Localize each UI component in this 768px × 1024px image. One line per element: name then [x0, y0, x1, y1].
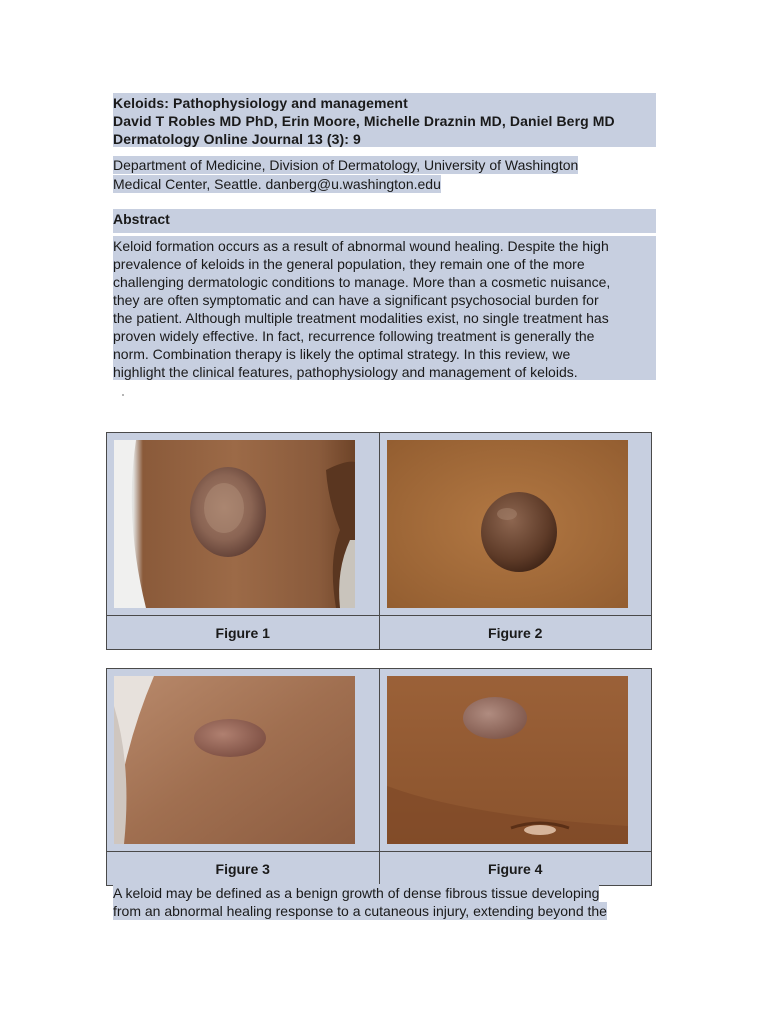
- figure-table-bottom: [106, 668, 652, 886]
- figure-2-caption: Figure 2: [488, 624, 543, 641]
- affiliation-line-2: Medical Center, Seattle. danberg@u.washington.edu: [113, 176, 441, 192]
- body-line-1: A keloid may be defined as a benign growth of dense fibrous tissue developing: [113, 885, 600, 901]
- figure-2-photo[interactable]: [387, 440, 628, 608]
- figure-1-caption: Figure 1: [107, 616, 380, 649]
- body-line-2: from an abnormal healing response to a cutaneous injury, extending beyond the: [113, 903, 607, 919]
- figure-3-photo[interactable]: [114, 676, 355, 844]
- journal-citation: Dermatology Online Journal 13 (3): 9: [113, 131, 361, 147]
- article-header: [113, 93, 656, 147]
- abstract-line: prevalence of keloids in the general population, they remain one of the more: [113, 256, 585, 272]
- figure-4-photo[interactable]: [387, 676, 628, 844]
- abstract-body: [113, 236, 656, 380]
- figure-1-cell: [107, 433, 380, 615]
- abstract-line: Keloid formation occurs as a result of abnormal wound healing. Despite the high: [113, 238, 609, 254]
- abstract-line: the patient. Although multiple treatment modalities exist, no single treatment has: [113, 310, 609, 326]
- abstract-heading: Abstract: [113, 209, 656, 233]
- figure-1-photo[interactable]: [114, 440, 355, 608]
- article-authors: David T Robles MD PhD, Erin Moore, Michelle Draznin MD, Daniel Berg MD: [113, 113, 615, 129]
- figure-4-cell: [380, 669, 652, 851]
- figure-3-cell: [107, 669, 380, 851]
- abstract-line: they are often symptomatic and can have a significant psychosocial burden for: [113, 292, 599, 308]
- abstract-line: proven widely effective. In fact, recurrence following treatment is generally the: [113, 328, 595, 344]
- figure-table-top: [106, 432, 652, 650]
- abstract-line: highlight the clinical features, pathophysiology and management of keloids.: [113, 364, 578, 380]
- figure-2-cell: [380, 433, 652, 615]
- stray-mark: [122, 394, 124, 396]
- figure-3-caption: Figure 3: [107, 852, 380, 885]
- affiliation: [113, 156, 656, 194]
- figure-4-caption: Figure 4: [488, 860, 543, 877]
- abstract-line: challenging dermatologic conditions to manage. More than a cosmetic nuisance,: [113, 274, 611, 290]
- body-text: [113, 884, 656, 920]
- abstract-line: norm. Combination therapy is likely the optimal strategy. In this review, we: [113, 346, 571, 362]
- article-title: Keloids: Pathophysiology and management: [113, 95, 408, 111]
- affiliation-line-1: Department of Medicine, Division of Dermatology, University of Washington: [113, 157, 579, 173]
